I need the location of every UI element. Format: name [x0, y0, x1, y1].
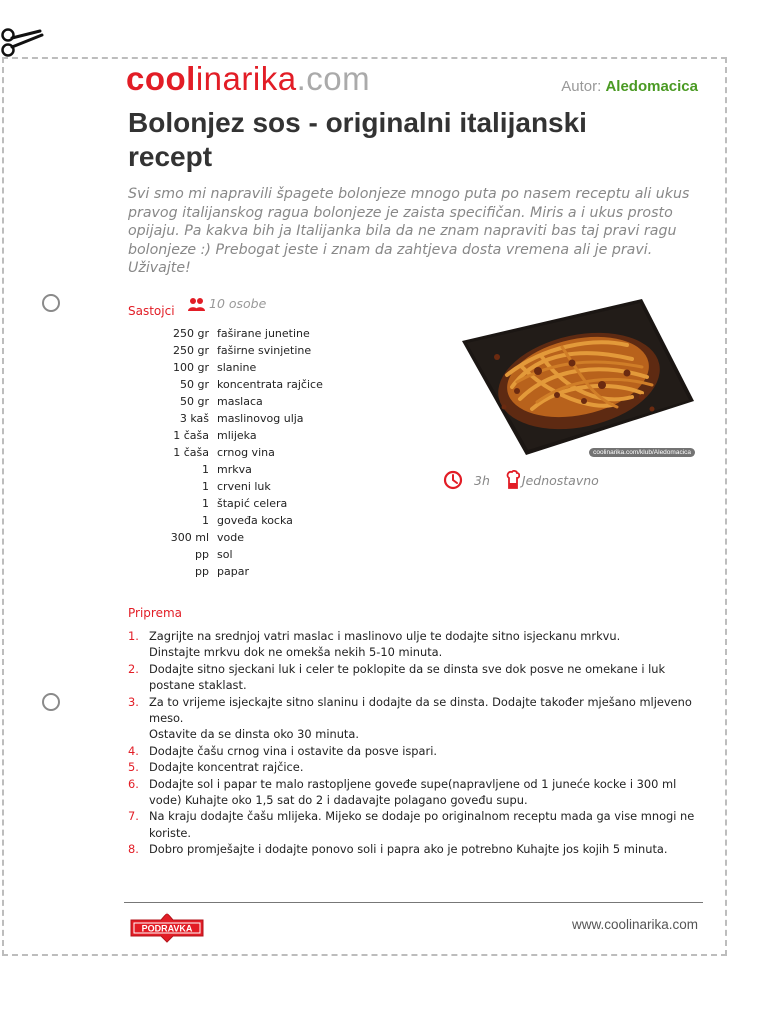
step-number: 1. [128, 629, 139, 643]
step-number: 2. [128, 661, 139, 676]
author-name-link[interactable]: Aledomacica [605, 78, 698, 95]
preparation-step [128, 661, 702, 694]
ingredient-name: štapić celera [217, 497, 288, 510]
ingredient-name: faširane junetine [217, 327, 310, 340]
difficulty: Jednostavno [521, 472, 599, 488]
footer-divider [124, 902, 703, 903]
ingredient-item [150, 410, 323, 427]
step-number: 5. [128, 760, 139, 775]
ingredient-quantity: 1 [202, 497, 209, 510]
pasta-plate-image [442, 297, 703, 464]
step-number: 6. [128, 776, 139, 791]
ingredient-item [150, 359, 323, 376]
ingredient-quantity: 1 čaša [173, 429, 209, 442]
ingredient-name: slanine [217, 361, 257, 374]
ingredient-name: mrkva [217, 463, 252, 476]
ingredient-name: koncentrata rajčice [217, 378, 323, 391]
punch-hole [42, 294, 60, 312]
ingredient-item [150, 342, 323, 359]
step-text: Dodajte čašu crnog vina i ostavite da posve ispari. [149, 743, 437, 758]
ingredient-item [150, 325, 323, 342]
ingredient-quantity: 300 ml [170, 531, 209, 544]
ingredient-name: maslinovog ulja [217, 412, 304, 425]
author [561, 78, 698, 95]
preparation-step [128, 776, 702, 809]
ingredient-item [150, 393, 323, 410]
recipe-intro: Svi smo mi napravili špagete bolonjeze mnogo puta po nasem receptu ali ukus pravog italijanskog ragua bolonjeze je zaista specifičan. Miris a i ukus prosto opijaju. Pa kakva bih ja Italijanka bila da ne znam napraviti bas taj pravi ragu bolonjeze :) Prebogat jeste i znam da zahtjeva dosta vremena ali je pravi. Uživajte! [128, 186, 690, 277]
preparation-step [128, 841, 702, 857]
preparation-step [128, 628, 702, 661]
ingredient-item [150, 512, 323, 529]
preparation-step [128, 759, 702, 775]
people-icon [187, 297, 207, 311]
step-number: 7. [128, 809, 139, 824]
servings [187, 296, 266, 311]
step-text: Dodajte sol i papar te malo rastopljene goveđe supe(napravljene od 1 juneće kocke i 300 ml vode) Kuhajte oko 1,5 sat do 2 i dadavajte polagano goveđu supu. [149, 776, 677, 808]
ingredient-quantity: 3 kaš [179, 412, 209, 425]
step-number: 4. [128, 743, 139, 758]
ingredient-quantity: 1 čaša [173, 446, 209, 459]
coolinarika-logo[interactable]: coolinarika.com [126, 60, 371, 97]
ingredient-quantity: 1 [202, 463, 209, 476]
step-text: Dodajte koncentrat rajčice. [149, 760, 304, 775]
podravka-wordmark: PODRAVKA [141, 923, 193, 934]
ingredient-name: crnog vina [217, 446, 275, 459]
ingredients-label: Sastojci [128, 304, 175, 318]
step-number: 3. [128, 694, 139, 709]
punch-hole [42, 693, 60, 711]
ingredient-item [150, 461, 323, 478]
step-number: 8. [128, 842, 139, 857]
ingredient-quantity: 50 gr [180, 378, 209, 391]
ingredient-item [150, 478, 323, 495]
ingredient-quantity: 250 gr [173, 327, 209, 340]
step-text: Zagrijte na srednjoj vatri maslac i maslinovo ulje te dodajte sitno isjeckanu mrkvu. Dinstajte mrkvu dok ne omekša nekih 5-10 minuta. [149, 629, 621, 660]
preparation-label: Priprema [128, 606, 183, 620]
ingredient-item [150, 444, 323, 461]
ingredient-quantity: pp [195, 565, 209, 578]
ingredient-name: faširne svinjetine [217, 344, 312, 357]
ingredient-name: maslaca [217, 395, 263, 408]
podravka-logo[interactable] [127, 910, 207, 944]
ingredient-quantity: 100 gr [173, 361, 209, 374]
ingredient-quantity: 250 gr [173, 344, 209, 357]
photo-watermark: coolinarika.com/klub/Aledomacica [589, 448, 695, 457]
recipe-title: Bolonjez sos - originalni italijanski recept [128, 107, 587, 172]
prep-time: 3h [474, 472, 490, 488]
ingredient-name: papar [217, 565, 249, 578]
ingredient-quantity: pp [195, 548, 209, 561]
servings-value: 10 osobe [209, 296, 267, 311]
ingredient-item [150, 563, 323, 580]
ingredient-item [150, 376, 323, 393]
chef-hat-icon [506, 470, 520, 490]
clock-icon [443, 470, 463, 490]
ingredient-item [150, 427, 323, 444]
preparation-steps [128, 628, 702, 858]
ingredient-quantity: 1 [202, 514, 209, 527]
step-text: Dobro promješajte i dodajte ponovo soli i papra ako je potrebno Kuhajte jos kojih 5 minuta. [149, 842, 668, 857]
recipe-photo[interactable] [442, 297, 703, 464]
step-text: Dodajte sitno sjeckani luk i celer te poklopite da se dinsta sve dok posve ne omekane i luk postane staklast. [149, 661, 666, 693]
preparation-step [128, 743, 702, 759]
site-url-link[interactable]: www.coolinarika.com [571, 917, 698, 932]
ingredient-item [150, 529, 323, 546]
step-text: Za to vrijeme isjeckajte sitno slaninu i dodajte da se dinsta. Dodajte također mješano mljeveno meso. Ostavite da se dinsta oko 30 minuta. [149, 694, 692, 742]
ingredient-name: crveni luk [217, 480, 271, 493]
ingredient-quantity: 50 gr [180, 395, 209, 408]
recipe-meta [443, 470, 599, 490]
ingredient-name: vode [217, 531, 244, 544]
author-label: Autor: [561, 78, 606, 95]
ingredient-item [150, 495, 323, 512]
step-text: Na kraju dodajte čašu mlijeka. Mijeko se dodaje po originalnom receptu mada ga vise mnogi ne koriste. [149, 809, 695, 840]
ingredient-item [150, 546, 323, 563]
ingredient-name: goveđa kocka [217, 514, 293, 527]
scissors-icon [0, 22, 44, 62]
ingredient-name: mlijeka [217, 429, 257, 442]
ingredient-name: sol [217, 548, 233, 561]
preparation-step [128, 694, 702, 743]
ingredient-quantity: 1 [202, 480, 209, 493]
preparation-step [128, 808, 702, 841]
ingredients-list [150, 325, 323, 580]
